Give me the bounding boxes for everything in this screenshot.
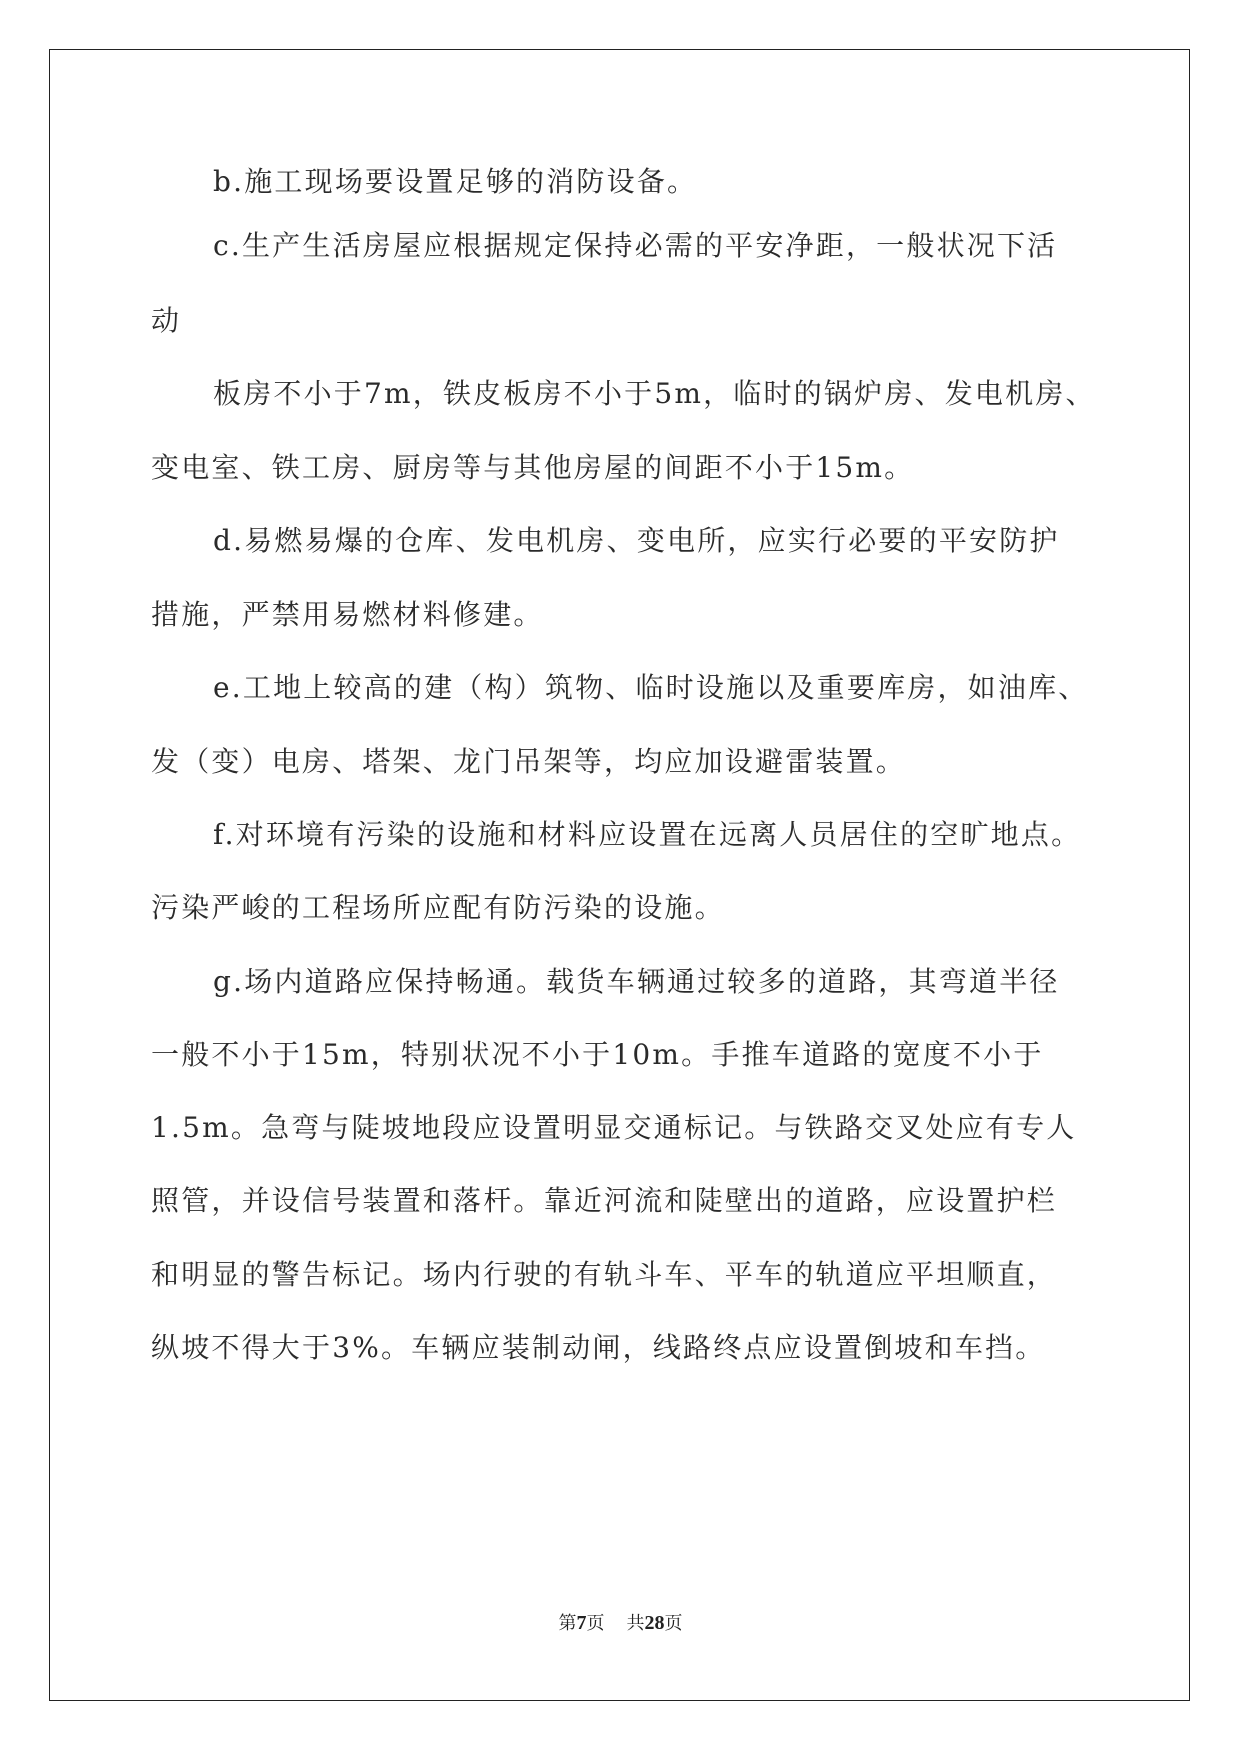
paragraph-g-line-3: 1.5m。急弯与陡坡地段应设置明显交通标记。与铁路交叉处应有专人 [151, 1111, 1077, 1144]
paragraph-c-cont-line-2: 变电室、铁工房、厨房等与其他房屋的间距不小于15m。 [151, 451, 915, 484]
paragraph-c-line-2: 动 [151, 304, 182, 337]
paragraph-g-line-1: g.场内道路应保持畅通。载货车辆通过较多的道路，其弯道半径 [213, 965, 1060, 998]
footer-total-prefix: 共 [626, 1613, 645, 1634]
paragraph-c-cont-line-1: 板房不小于7m，铁皮板房不小于5m，临时的锅炉房、发电机房、 [213, 377, 1096, 410]
page-footer [0, 1611, 1241, 1636]
total-pages-number: 28 [644, 1612, 665, 1634]
footer-prefix: 第 [558, 1613, 577, 1634]
footer-page-suffix: 页 [586, 1613, 605, 1634]
paragraph-d-line-2: 措施，严禁用易燃材料修建。 [151, 598, 544, 631]
paragraph-g-line-5: 和明显的警告标记。场内行驶的有轨斗车、平车的轨道应平坦顺直， [151, 1258, 1058, 1291]
paragraph-d-line-1: d.易燃易爆的仓库、发电机房、变电所，应实行必要的平安防护 [213, 524, 1060, 557]
page-border [49, 49, 1190, 1701]
paragraph-c-line-1: c.生产生活房屋应根据规定保持必需的平安净距，一般状况下活 [213, 229, 1058, 262]
paragraph-e-line-1: e.工地上较高的建（构）筑物、临时设施以及重要库房，如油库、 [213, 671, 1089, 704]
paragraph-f-line-1: f.对环境有污染的设施和材料应设置在远离人员居住的空旷地点。 [213, 818, 1082, 851]
paragraph-b-line-1: b.施工现场要设置足够的消防设备。 [213, 165, 698, 198]
footer-total-suffix: 页 [664, 1613, 683, 1634]
paragraph-f-line-2: 污染严峻的工程场所应配有防污染的设施。 [151, 891, 725, 924]
paragraph-e-line-2: 发（变）电房、塔架、龙门吊架等，均应加设避雷装置。 [151, 745, 907, 778]
paragraph-g-line-4: 照管，并设信号装置和落杆。靠近河流和陡壁出的道路，应设置护栏 [151, 1184, 1058, 1217]
paragraph-g-line-6: 纵坡不得大于3%。车辆应装制动闸，线路终点应设置倒坡和车挡。 [151, 1331, 1046, 1364]
paragraph-g-line-2: 一般不小于15m，特别状况不小于10m。手推车道路的宽度不小于 [151, 1038, 1044, 1071]
current-page-number: 7 [576, 1612, 587, 1634]
